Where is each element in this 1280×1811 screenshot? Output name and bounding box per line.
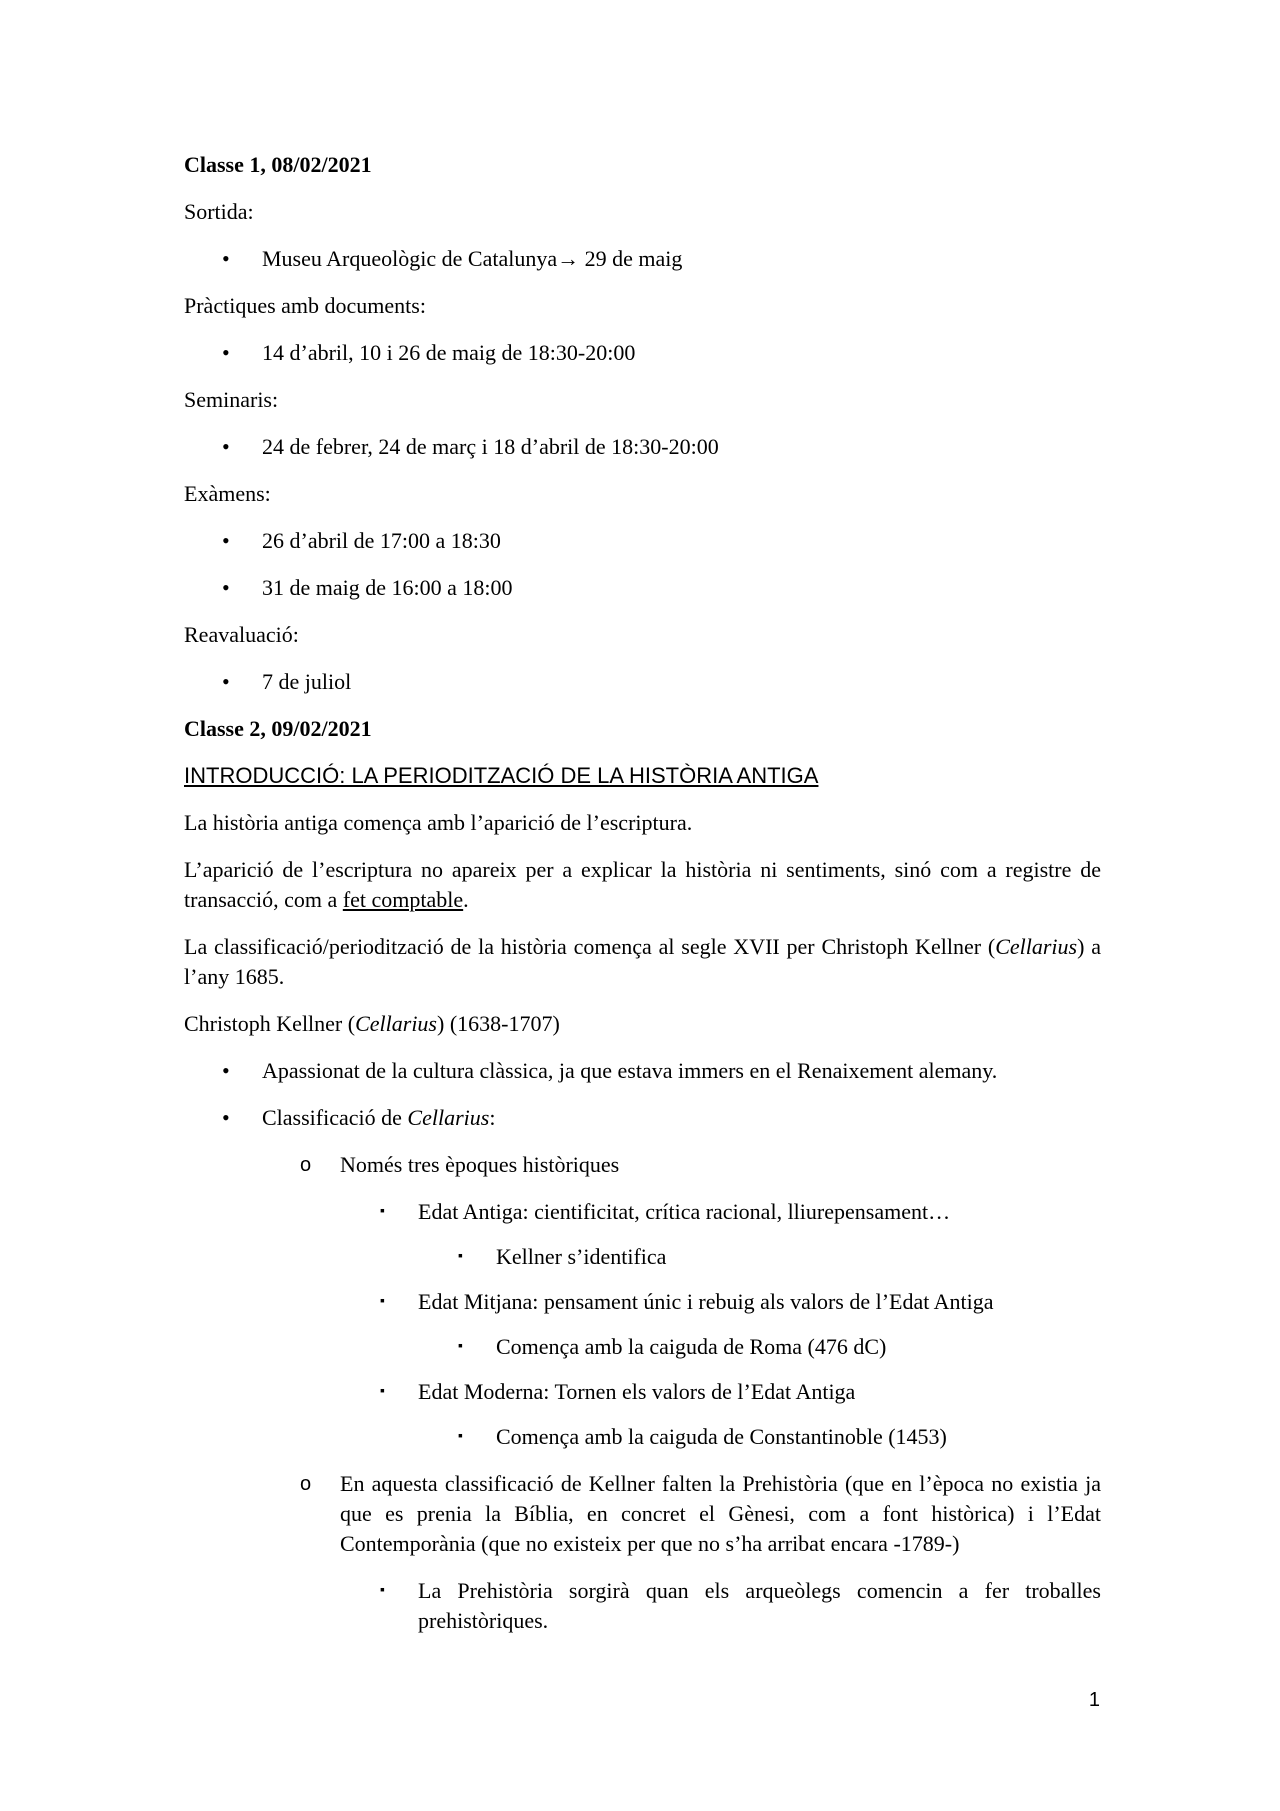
examens-label: Exàmens: <box>184 481 271 506</box>
list-item <box>184 573 1101 603</box>
paragraph-3 <box>184 932 1101 992</box>
reavaluacio-item: 7 de juliol <box>262 669 352 694</box>
sortida-item: Museu Arqueològic de Catalunya→ 29 de maig <box>262 246 683 271</box>
square-marker: ▪ <box>380 1384 385 1399</box>
prehistoria-item: La Prehistòria sorgirà quan els arqueòlegs comencin a fer troballes prehistòriques. <box>418 1578 1101 1633</box>
edat-mitjana-item: Edat Mitjana: pensament únic i rebuig als valors de l’Edat Antiga <box>418 1289 994 1314</box>
cellarius-italic: Cellarius <box>407 1105 490 1130</box>
list-item <box>184 244 1101 274</box>
list-item <box>184 1469 1101 1559</box>
cellarius-italic: Cellarius <box>355 1011 437 1036</box>
fet-comptable-underline: fet comptable <box>342 887 464 912</box>
square-marker: ▪ <box>458 1249 463 1264</box>
list-item <box>184 1242 1101 1272</box>
list-item <box>184 1287 1101 1317</box>
reavaluacio-label: Reavaluació: <box>184 622 299 647</box>
bullet-marker: • <box>222 1058 230 1083</box>
kellner-text: Christoph Kellner ( <box>184 1011 356 1036</box>
bullet-marker: • <box>222 340 230 365</box>
seminaris-label: Seminaris: <box>184 387 279 412</box>
square-marker: ▪ <box>380 1583 385 1598</box>
bullet-marker: • <box>222 669 230 694</box>
list-item <box>184 1332 1101 1362</box>
classificacio-text: Classificació de <box>262 1105 408 1130</box>
kellner-identifica-item: Kellner s’identifica <box>496 1244 667 1269</box>
list-item <box>184 1377 1101 1407</box>
page-number: 1 <box>1088 1689 1100 1711</box>
list-item <box>184 1103 1101 1133</box>
bullet-marker: • <box>222 246 230 271</box>
paragraph-2-text: L’aparició de l’escriptura no apareix per a explicar la història ni sentiments, sinó com a registre de transacció, com a <box>184 857 1101 912</box>
seminaris-item: 24 de febrer, 24 de març i 18 d’abril de 18:30-20:00 <box>262 434 719 459</box>
nomes-item: Només tres èpoques històriques <box>340 1152 620 1177</box>
paragraph-2 <box>184 855 1101 915</box>
class1-heading: Classe 1, 08/02/2021 <box>184 152 372 177</box>
classificacio-item <box>262 1105 495 1130</box>
list-item <box>184 1056 1101 1086</box>
circle-marker: o <box>300 1473 312 1495</box>
apassionat-item: Apassionat de la cultura clàssica, ja que estava immers en el Renaixement alemany. <box>262 1058 998 1083</box>
falten-item: En aquesta classificació de Kellner falten la Prehistòria (que en l’època no existia ja que es prenia la Bíblia, en concret el Gènesi, com a font històrica) i l’Edat Contemporània (que no existeix per que no s’ha arribat encara -1789-) <box>340 1471 1101 1556</box>
sortida-label: Sortida: <box>184 199 254 224</box>
square-marker: ▪ <box>380 1294 385 1309</box>
edat-antiga-item: Edat Antiga: cientificitat, crítica racional, lliurepensament… <box>418 1199 951 1224</box>
cellarius-italic: Cellarius <box>995 934 1078 959</box>
paragraph-2-end: . <box>463 887 469 912</box>
document-body <box>184 150 1101 1653</box>
bullet-marker: • <box>222 434 230 459</box>
paragraph-1: La història antiga comença amb l’aparició de l’escriptura. <box>184 810 693 835</box>
list-item <box>184 526 1101 556</box>
list-item <box>184 667 1101 697</box>
paragraph-3-text: La classificació/periodització de la història comença al segle XVII per Christoph Kellner ( <box>184 934 996 959</box>
examens-item-2: 31 de maig de 16:00 a 18:00 <box>262 575 513 600</box>
classificacio-colon: : <box>489 1105 496 1130</box>
square-marker: ▪ <box>458 1339 463 1354</box>
section-title: INTRODUCCIÓ: LA PERIODITZACIÓ DE LA HISTÒRIA ANTIGA <box>184 763 819 788</box>
roma-item: Comença amb la caiguda de Roma (476 dC) <box>496 1334 887 1359</box>
bullet-marker: • <box>222 528 230 553</box>
paragraph-3-end: ) a l’any 1685. <box>184 934 1102 989</box>
constantinoble-item: Comença amb la caiguda de Constantinoble (1453) <box>496 1424 947 1449</box>
square-marker: ▪ <box>380 1204 385 1219</box>
list-item <box>184 338 1101 368</box>
list-item <box>184 432 1101 462</box>
list-item <box>184 1197 1101 1227</box>
examens-item-1: 26 d’abril de 17:00 a 18:30 <box>262 528 501 553</box>
edat-moderna-item: Edat Moderna: Tornen els valors de l’Edat Antiga <box>418 1379 856 1404</box>
practiques-item: 14 d’abril, 10 i 26 de maig de 18:30-20:00 <box>262 340 636 365</box>
bullet-marker: • <box>222 575 230 600</box>
list-item <box>184 1422 1101 1452</box>
list-item <box>184 1576 1101 1636</box>
kellner-dates: ) (1638-1707) <box>437 1011 560 1036</box>
square-marker: ▪ <box>458 1429 463 1444</box>
circle-marker: o <box>300 1154 312 1176</box>
bullet-marker: • <box>222 1105 230 1130</box>
list-item <box>184 1150 1101 1180</box>
class2-heading: Classe 2, 09/02/2021 <box>184 716 372 741</box>
practiques-label: Pràctiques amb documents: <box>184 293 426 318</box>
kellner-line <box>184 1009 1101 1039</box>
